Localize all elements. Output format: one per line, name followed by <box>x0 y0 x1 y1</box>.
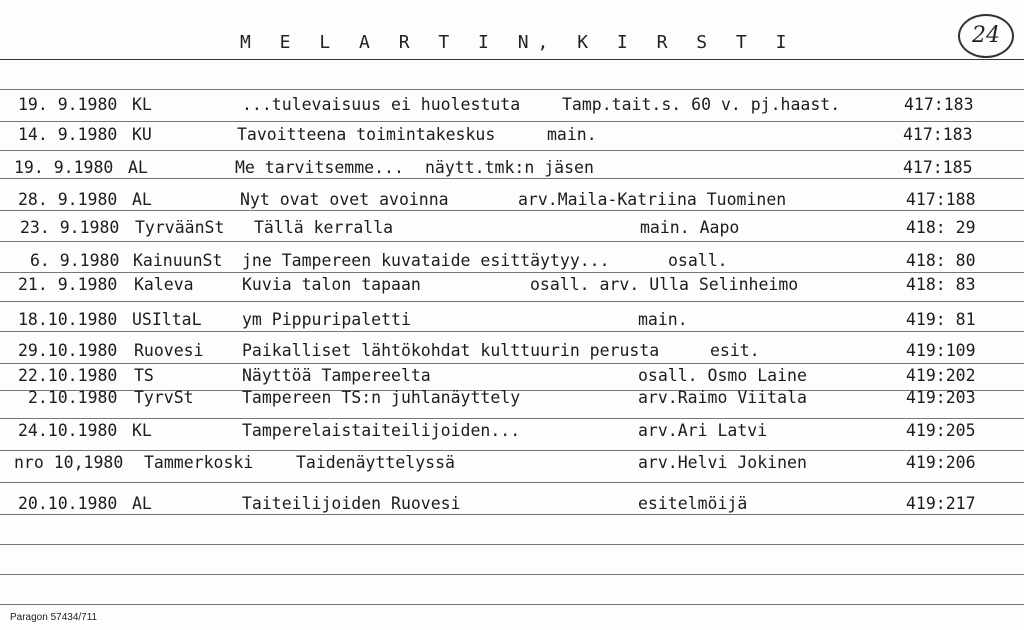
entry-source: AL <box>132 494 152 513</box>
entry-title: Taidenäyttelyssä <box>296 453 455 472</box>
entry-title: Nyt ovat ovet avoinna <box>240 190 449 209</box>
entry-title: Tamperelaistaiteilijoiden... <box>242 421 521 440</box>
entry-ref: 418: 29 <box>906 218 976 237</box>
entry-ref: 419:203 <box>906 388 976 407</box>
entry-note: arv.Maila-Katriina Tuominen <box>518 190 787 209</box>
entry-title: Tavoitteena toimintakeskus <box>237 125 496 144</box>
list-item <box>0 388 1024 412</box>
rule-line <box>0 450 1024 451</box>
entry-date: 18.10.1980 <box>18 310 118 329</box>
entry-note: main. Aapo <box>640 218 740 237</box>
entry-title: Näyttöä Tampereelta <box>242 366 431 385</box>
list-item <box>0 190 1024 214</box>
rule-line <box>0 150 1024 151</box>
entry-ref: 418: 80 <box>906 251 976 270</box>
entry-source: Kaleva <box>134 275 194 294</box>
entry-ref: 417:183 <box>904 95 974 114</box>
entry-ref: 419:202 <box>906 366 976 385</box>
entry-date: 21. 9.1980 <box>18 275 118 294</box>
entry-note: arv.Helvi Jokinen <box>638 453 807 472</box>
entry-source: KL <box>132 95 152 114</box>
entry-source: TyrväänSt <box>135 218 225 237</box>
entry-date: 23. 9.1980 <box>20 218 120 237</box>
entry-source: AL <box>132 190 152 209</box>
rule-line <box>0 604 1024 605</box>
entry-ref: 417:185 <box>903 158 973 177</box>
list-item <box>0 341 1024 365</box>
entry-title: Me tarvitsemme... <box>235 158 404 177</box>
page-number-circle: 24 <box>958 14 1014 58</box>
rule-line <box>0 89 1024 90</box>
rule-line <box>0 482 1024 483</box>
card-heading: M E L A R T I N, K I R S T I <box>240 32 796 53</box>
entry-date: 2.10.1980 <box>28 388 118 407</box>
entry-note: näytt.tmk:n jäsen <box>425 158 594 177</box>
entry-date: nro 10,1980 <box>14 453 124 472</box>
entry-note: esitelmöijä <box>638 494 748 513</box>
entry-source: TS <box>134 366 154 385</box>
list-item <box>0 366 1024 390</box>
entry-note: main. <box>638 310 688 329</box>
entry-title: jne Tampereen kuvataide esittäytyy... <box>242 251 610 270</box>
entry-date: 6. 9.1980 <box>30 251 120 270</box>
entry-note: osall. arv. Ulla Selinheimo <box>530 275 799 294</box>
list-item <box>0 125 1024 149</box>
entry-title: Tällä kerralla <box>254 218 394 237</box>
entry-note: esit. <box>710 341 760 360</box>
entry-ref: 419:217 <box>906 494 976 513</box>
rule-line <box>0 574 1024 575</box>
entry-date: 29.10.1980 <box>18 341 118 360</box>
entry-date: 20.10.1980 <box>18 494 118 513</box>
list-item <box>0 218 1024 242</box>
list-item <box>0 494 1024 518</box>
entry-ref: 417:188 <box>906 190 976 209</box>
list-item <box>0 453 1024 477</box>
entry-ref: 417:183 <box>903 125 973 144</box>
entry-date: 14. 9.1980 <box>18 125 118 144</box>
entry-note: osall. <box>668 251 728 270</box>
entry-source: KainuunSt <box>133 251 223 270</box>
entry-ref: 419: 81 <box>906 310 976 329</box>
entry-note: arv.Ari Latvi <box>638 421 768 440</box>
list-item <box>0 251 1024 275</box>
list-item <box>0 95 1024 119</box>
entry-source: USIltaL <box>132 310 202 329</box>
list-item <box>0 158 1024 182</box>
entry-source: TyrvSt <box>134 388 194 407</box>
rule-line <box>0 121 1024 122</box>
entry-date: 28. 9.1980 <box>18 190 118 209</box>
entry-ref: 419:206 <box>906 453 976 472</box>
entry-note: osall. Osmo Laine <box>638 366 807 385</box>
list-item <box>0 275 1024 299</box>
entry-ref: 419:109 <box>906 341 976 360</box>
rule-line <box>0 301 1024 302</box>
entry-date: 19. 9.1980 <box>18 95 118 114</box>
entry-title: ym Pippuripaletti <box>242 310 411 329</box>
entry-ref: 418: 83 <box>906 275 976 294</box>
entry-title: Taiteilijoiden Ruovesi <box>242 494 461 513</box>
entry-ref: 419:205 <box>906 421 976 440</box>
entry-source: Tammerkoski <box>144 453 254 472</box>
card-footer-print: Paragon 57434/711 <box>10 612 98 623</box>
entry-source: KU <box>132 125 152 144</box>
entry-source: AL <box>128 158 148 177</box>
entry-date: 24.10.1980 <box>18 421 118 440</box>
rule-line <box>0 418 1024 419</box>
list-item <box>0 310 1024 334</box>
entry-note: Tamp.tait.s. 60 v. pj.haast. <box>562 95 841 114</box>
rule-line <box>0 59 1024 60</box>
entry-note: main. <box>547 125 597 144</box>
list-item <box>0 421 1024 445</box>
entry-source: Ruovesi <box>134 341 204 360</box>
entry-title: Tampereen TS:n juhlanäyttely <box>242 388 521 407</box>
entry-source: KL <box>132 421 152 440</box>
entry-note: arv.Raimo Viitala <box>638 388 807 407</box>
entry-date: 19. 9.1980 <box>14 158 114 177</box>
rule-line <box>0 544 1024 545</box>
entry-title: ...tulevaisuus ei huolestuta <box>242 95 521 114</box>
entry-date: 22.10.1980 <box>18 366 118 385</box>
entry-title: Paikalliset lähtökohdat kulttuurin perusta <box>242 341 660 360</box>
entry-title: Kuvia talon tapaan <box>242 275 421 294</box>
